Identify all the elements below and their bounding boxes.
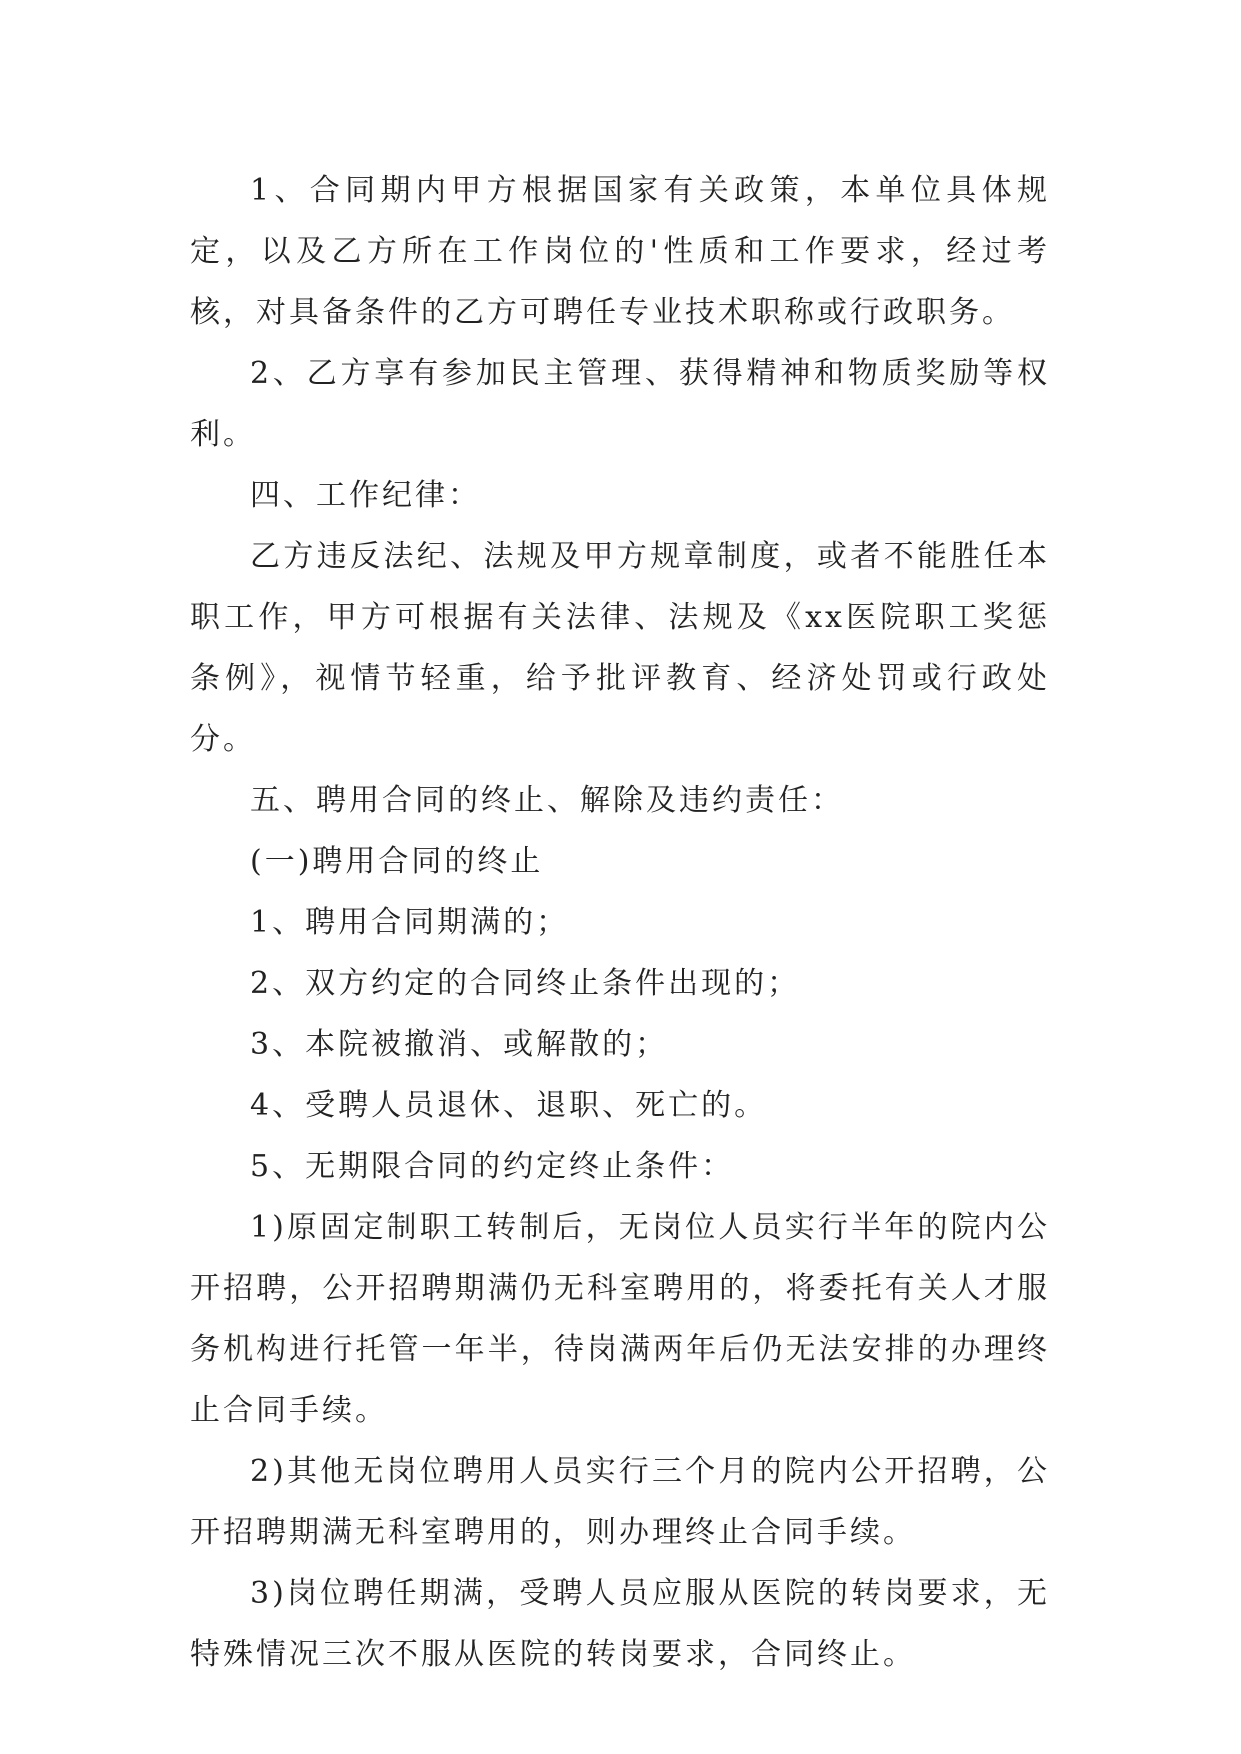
document-body [190, 160, 1050, 1685]
section-4-heading: 四、工作纪律： [250, 478, 481, 513]
termination-item-1: 1、聘用合同期满的； [250, 905, 570, 940]
termination-item-3: 3、本院被撤消、或解散的； [250, 1027, 669, 1062]
termination-item-5: 5、无期限合同的约定终止条件： [250, 1149, 735, 1184]
condition-item-2: 2)其他无岗位聘用人员实行三个月的院内公开招聘，公开招聘期满无科室聘用的，则办理终止合同手续。 [190, 1454, 1050, 1550]
termination-item-4: 4、受聘人员退休、退职、死亡的。 [250, 1088, 768, 1123]
subsection-1-heading: (一)聘用合同的终止 [250, 844, 544, 879]
clause-2-rights-paragraph: 2、乙方享有参加民主管理、获得精神和物质奖励等权利。 [190, 356, 1050, 452]
discipline-paragraph: 乙方违反法纪、法规及甲方规章制度，或者不能胜任本职工作，甲方可根据有关法律、法规及《xx医院职工奖惩条例》，视情节轻重，给予批评教育、经济处罚或行政处分。 [190, 539, 1050, 757]
termination-item-2: 2、双方约定的合同终止条件出现的； [250, 966, 801, 1001]
condition-item-1: 1)原固定制职工转制后，无岗位人员实行半年的院内公开招聘，公开招聘期满仍无科室聘用的，将委托有关人才服务机构进行托管一年半，待岗满两年后仍无法安排的办理终止合同手续。 [190, 1210, 1050, 1428]
condition-item-3: 3)岗位聘任期满，受聘人员应服从医院的转岗要求，无特殊情况三次不服从医院的转岗要求，合同终止。 [190, 1576, 1050, 1672]
clause-1-qualification-paragraph: 1、合同期内甲方根据国家有关政策，本单位具体规定，以及乙方所在工作岗位的'性质和工作要求，经过考核，对具备条件的乙方可聘任专业技术职称或行政职务。 [190, 173, 1050, 330]
section-5-heading: 五、聘用合同的终止、解除及违约责任： [250, 783, 844, 818]
